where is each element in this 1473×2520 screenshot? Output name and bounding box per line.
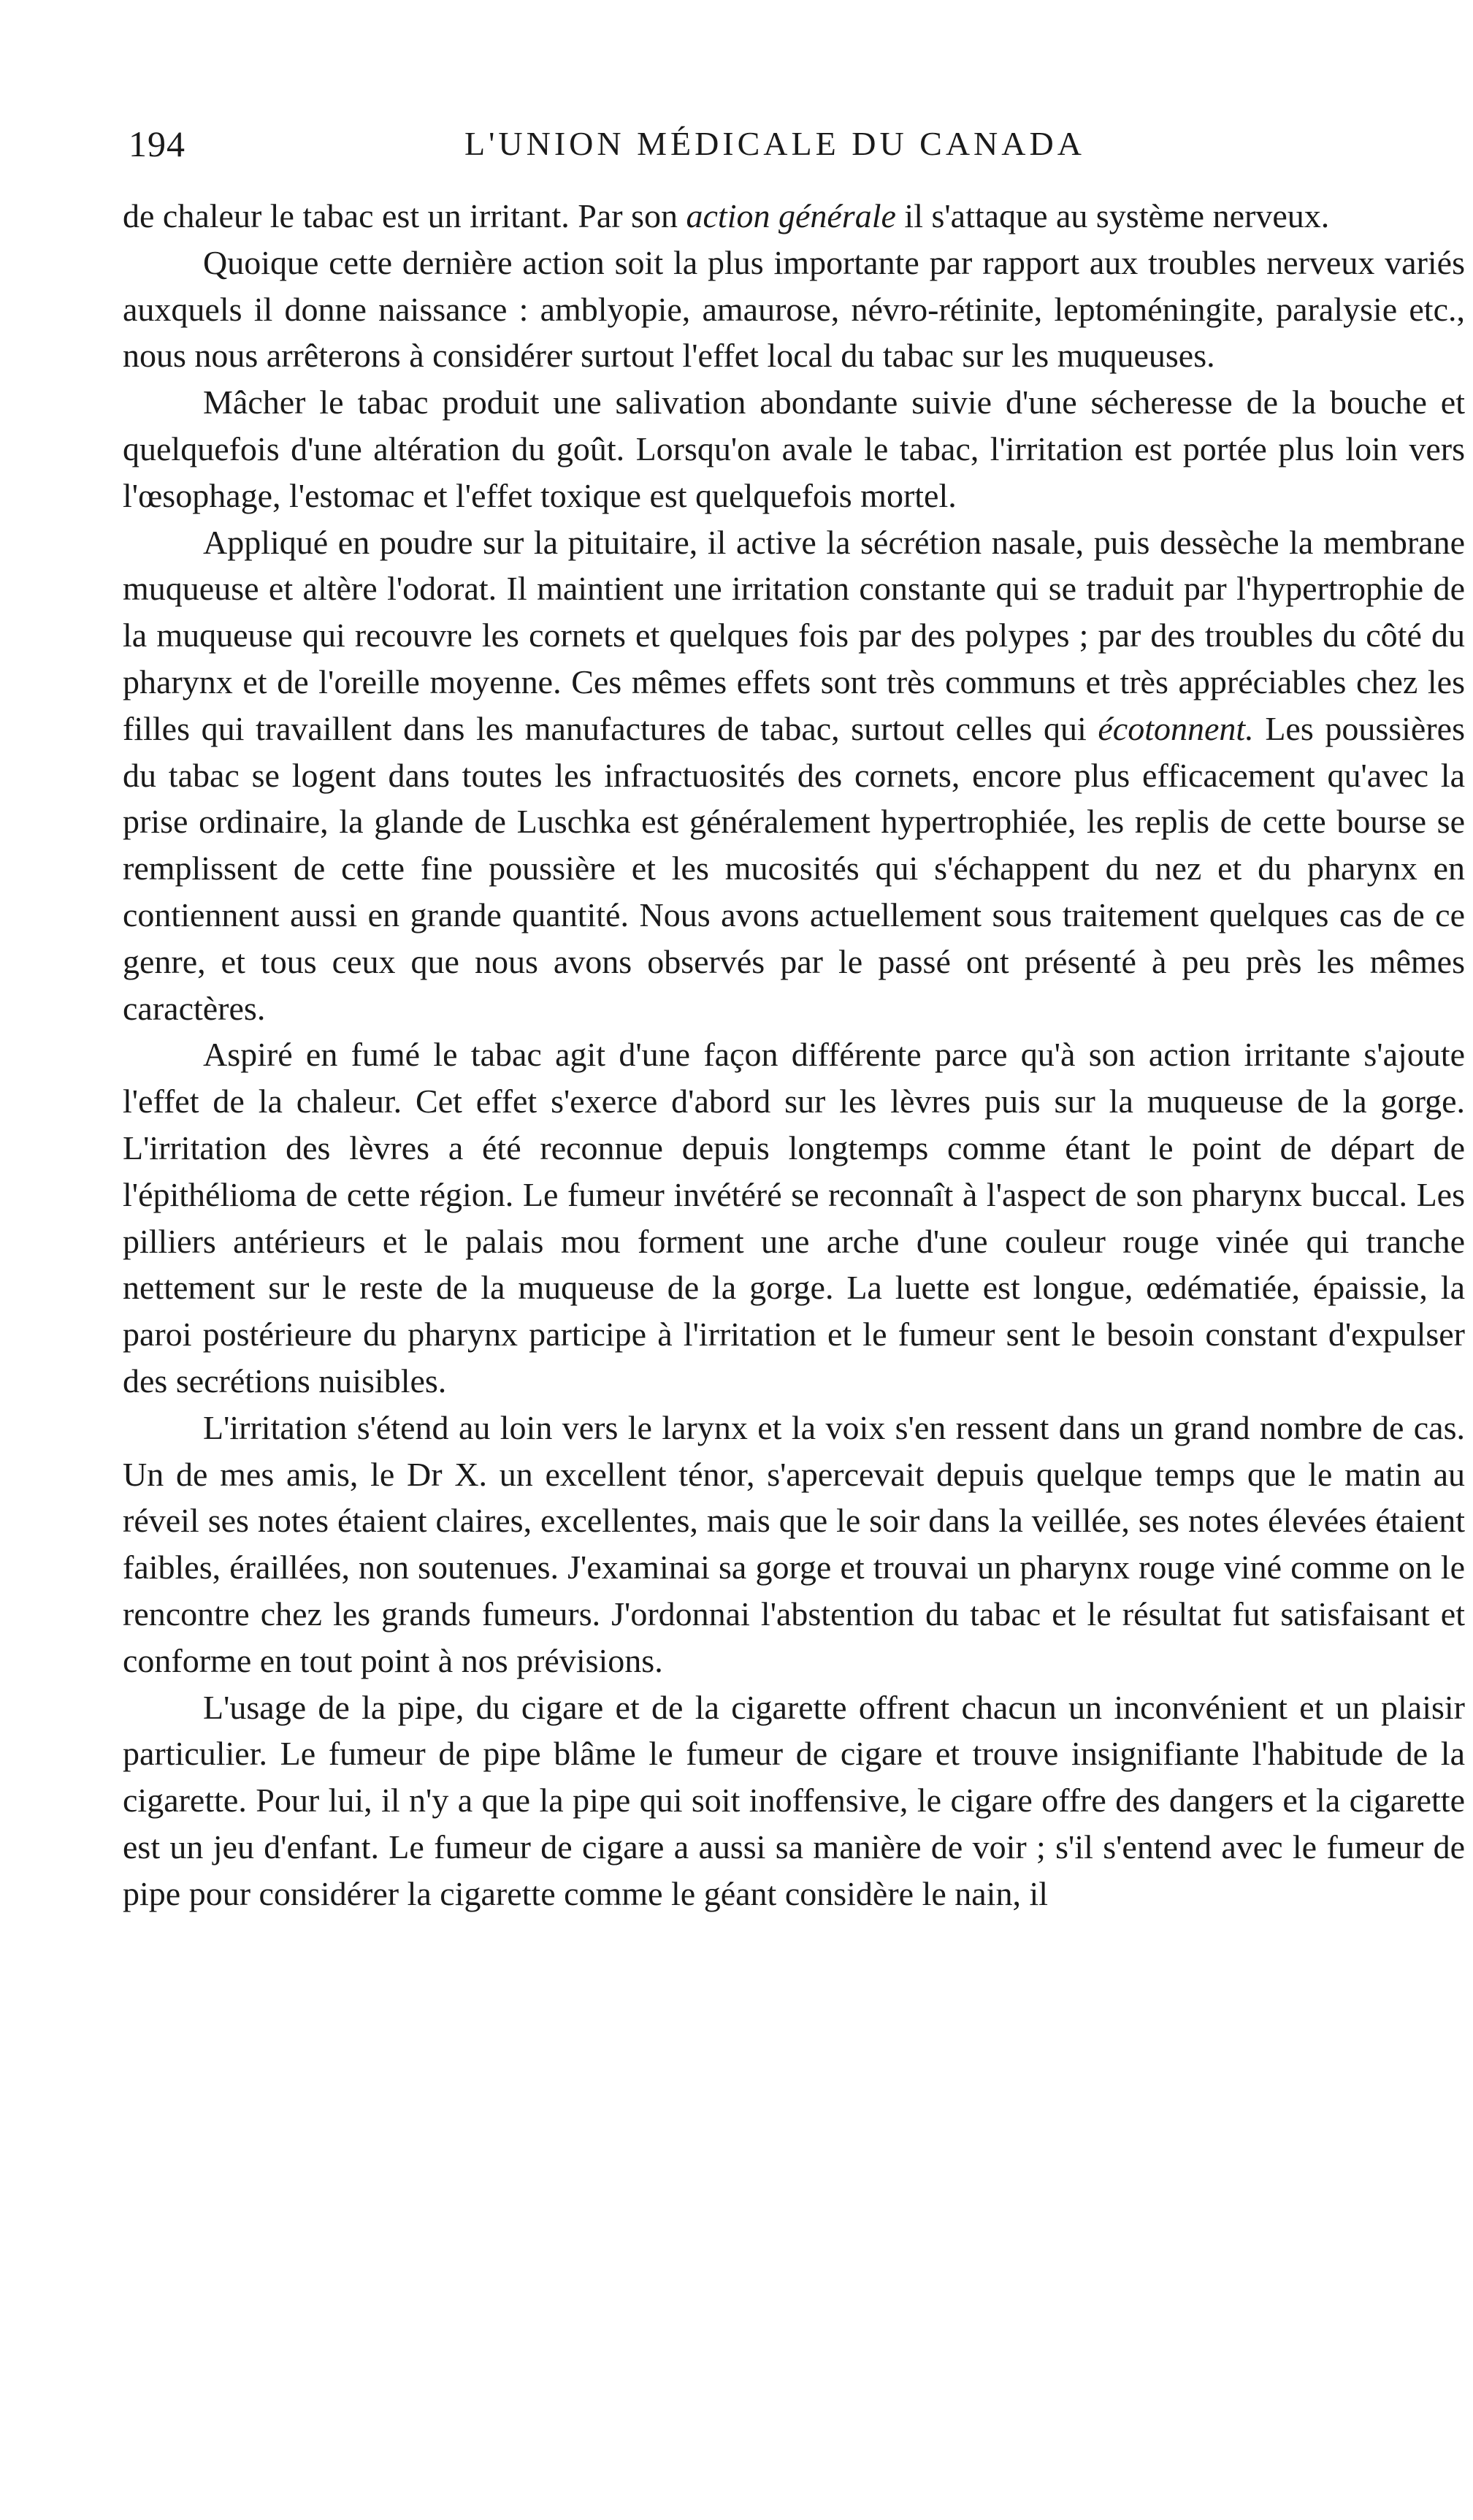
paragraph-4-text-before: Appliqué en poudre sur la pituitaire, il active la sécrétion nasale, puis dessèche la membrane muqueuse et altère l'odorat. Il maintient une irritation constante qui se traduit par l'hypertrophie de la muqueuse qui recouvre les cornets et quelques fois par des polypes ; par des troubles du côté du pharynx et de l'oreille moyenne. Ces mêmes effets sont très communs et très appréciables chez les filles qui travaillent dans les manufactures de tabac, surtout celles qui (123, 523, 1465, 747)
paragraph-1-text-before: de chaleur le tabac est un irritant. Par son (123, 197, 686, 234)
paragraph-4 (123, 519, 1465, 1032)
article-body (123, 193, 1465, 1917)
running-title: L'UNION MÉDICALE DU CANADA (464, 125, 1085, 162)
page-header (123, 110, 1473, 175)
paragraph-1-emphasis: action générale (686, 197, 896, 234)
paragraph-6: L'irritation s'étend au loin vers le larynx et la voix s'en ressent dans un grand nombre de cas. Un de mes amis, le Dr X. un excellent ténor, s'apercevait depuis quelque temps que le matin au réveil ses notes étaient claires, excellentes, mais que le soir dans la veillée, ses notes élevées étaient faibles, éraillées, non soutenues. J'examinai sa gorge et trouvai un pharynx rouge viné comme on le rencontre chez les grands fumeurs. J'ordonnai l'abstention du tabac et le résultat fut satisfaisant et conforme en tout point à nos prévisions. (123, 1408, 1465, 1679)
page-number: 194 (129, 123, 185, 164)
paragraph-7: L'usage de la pipe, du cigare et de la cigarette offrent chacun un inconvénient et un plaisir particulier. Le fumeur de pipe blâme le fumeur de cigare et trouve insignifiante l'habitude de la cigarette. Pour lui, il n'y a que la pipe qui soit inoffensive, le cigare offre des dangers et la cigarette est un jeu d'enfant. Le fumeur de cigare a aussi sa manière de voir ; s'il s'entend avec le fumeur de pipe pour considérer la cigarette comme le géant considère le nain, il (123, 1688, 1465, 1912)
paragraph-3: Mâcher le tabac produit une salivation abondante suivie d'une sécheresse de la bouche et quelquefois d'une altération du goût. Lorsqu'on avale le tabac, l'irritation est portée plus loin vers l'œsophage, l'estomac et l'effet toxique est quelquefois mortel. (123, 383, 1465, 514)
paragraph-2: Quoique cette dernière action soit la plus importante par rapport aux troubles nerveux variés auxquels il donne naissance : amblyopie, amaurose, névro-rétinite, leptoméningite, paralysie etc., nous nous arrêterons à considérer surtout l'effet local du tabac sur les muqueuses. (123, 243, 1465, 375)
paragraph-5: Aspiré en fumé le tabac agit d'une façon différente parce qu'à son action irritante s'ajoute l'effet de la chaleur. Cet effet s'exerce d'abord sur les lèvres puis sur la muqueuse de la gorge. L'irritation des lèvres a été reconnue depuis longtemps comme étant le point de départ de l'épithélioma de cette région. Le fumeur invétéré se reconnaît à l'aspect de son pharynx buccal. Les pilliers antérieurs et le palais mou forment une arche d'une couleur rouge vinée qui tranche nettement sur le reste de la muqueuse de la gorge. La luette est longue, œdématiée, épaissie, la paroi postérieure du pharynx participe à l'irritation et le fumeur sent le besoin constant d'expulser des secrétions nuisibles. (123, 1036, 1465, 1400)
document-page (123, 110, 1473, 1917)
paragraph-1 (123, 193, 1465, 240)
paragraph-4-emphasis: écotonnent. (1098, 709, 1254, 747)
paragraph-1-text-after: il s'attaque au système nerveux. (895, 197, 1330, 234)
paragraph-4-text-after: Les poussières du tabac se logent dans toutes les infractuosités des cornets, encore plus efficacement qu'avec la prise ordinaire, la glande de Luschka est généralement hypertrophiée, les replis de cette bourse se remplissent de cette fine poussière et les mucosités qui s'échappent du nez et du pharynx en contiennent aussi en grande quantité. Nous avons actuellement sous traitement quelques cas de ce genre, et tous ceux que nous avons observés par le passé ont présenté à peu près les mêmes caractères. (123, 709, 1465, 1027)
